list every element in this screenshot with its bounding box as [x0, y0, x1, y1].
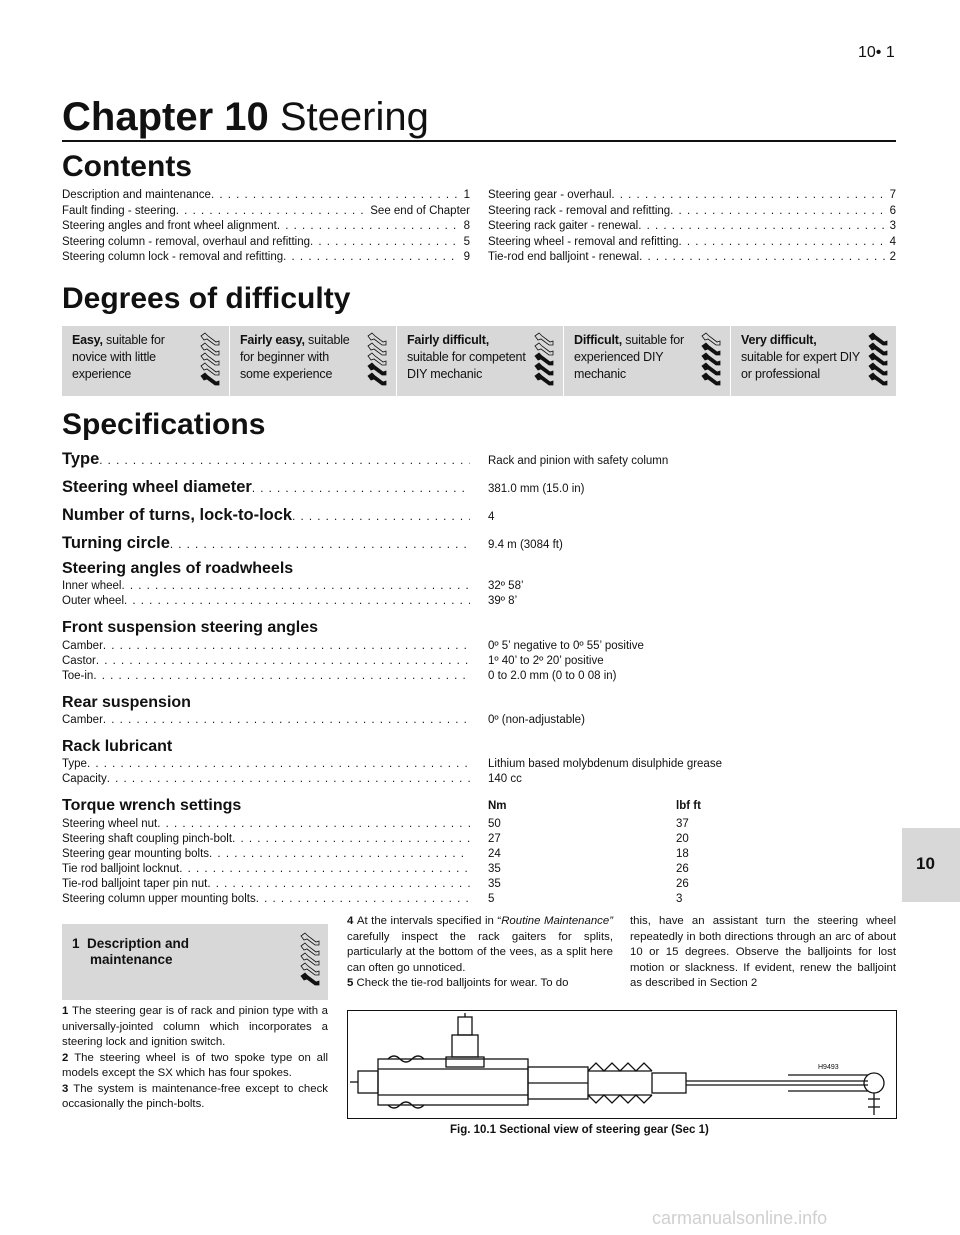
- spec-value: 0 to 2.0 mm (0 to 0 08 in): [488, 670, 617, 682]
- body-column-3: this, have an assistant turn the steering wheel repeatedly in both directions through an arc of about 10 or 15 degrees. Observe the balljoints for lost motion or slackness. If evident, renew the balljoint as described in Section 2: [630, 915, 896, 989]
- spec-type-value: Rack and pinion with safety column: [488, 455, 669, 467]
- spec-value: 0º 5’ negative to 0º 55’ positive: [488, 640, 644, 652]
- wrench-rating-icon: [365, 332, 387, 390]
- spec-row: Camber . . .: [62, 640, 470, 652]
- spec-value: Lithium based molybdenum disulphide grease: [488, 758, 722, 770]
- section-heading: 1 Description and maintenance: [72, 936, 190, 967]
- difficulty-level-fairly-easy: Fairly easy, suitable for beginner with some experience: [229, 326, 395, 396]
- difficulty-table: [62, 326, 896, 396]
- torque-nm: 27: [488, 833, 501, 845]
- page-number: 10• 1: [858, 44, 895, 61]
- torque-col-nm: Nm: [488, 800, 507, 812]
- difficulty-level-very-difficult: Very difficult, suitable for expert DIY or professional: [730, 326, 896, 396]
- chapter-name: Steering: [279, 95, 429, 139]
- torque-lbf: 26: [676, 878, 689, 890]
- wrench-rating-icon: [198, 332, 220, 390]
- contents-left: [62, 188, 470, 266]
- spec-turning-circle-label: Turning circle . . .: [62, 534, 470, 553]
- wrench-filled-icon: [869, 333, 887, 345]
- wrench-rating-icon: [699, 332, 721, 390]
- torque-row: Tie-rod balljoint taper pin nut . . .: [62, 878, 470, 890]
- wrench-outline-icon: [702, 333, 720, 345]
- toc-item[interactable]: Steering column - removal, overhaul and refitting . . . 5: [62, 235, 470, 251]
- torque-lbf: 26: [676, 863, 689, 875]
- figure-stamp: H9493: [818, 1064, 839, 1071]
- figure-frame: [347, 1010, 897, 1119]
- body-column-1: 1 The steering gear is of rack and pinion type with a universally-jointed column which incorporates a steering lock and ignition switch. 2 The steering wheel is of two spoke type on all models except the SX which has four spokes. 3 The system is maintenance-free except to check occasionally the pinch-bolts.: [62, 1005, 329, 1110]
- torque-row: Steering column upper mounting bolts . . .: [62, 893, 470, 905]
- figure-caption: Fig. 10.1 Sectional view of steering gear (Sec 1): [450, 1124, 709, 1136]
- spec-rack-lubricant-heading: Rack lubricant: [62, 738, 173, 755]
- difficulty-level-difficult: Difficult, suitable for experienced DIY mechanic: [563, 326, 729, 396]
- wrench-outline-icon: [201, 333, 219, 345]
- torque-lbf: 18: [676, 848, 689, 860]
- wrench-outline-icon: [368, 333, 386, 345]
- chapter-title: [62, 94, 429, 140]
- chapter-side-tab-label: 10: [916, 854, 935, 873]
- torque-row: Steering gear mounting bolts . . .: [62, 848, 470, 860]
- spec-wheel-diameter-label: Steering wheel diameter . . .: [62, 478, 470, 497]
- spec-row: Outer wheel . . .: [62, 595, 470, 607]
- title-rule: [62, 140, 896, 142]
- spec-value: 39º 8’: [488, 595, 518, 607]
- watermark: carmanualsonline.info: [652, 1208, 828, 1228]
- torque-row: Steering shaft coupling pinch-bolt . . .: [62, 833, 470, 845]
- toc-item[interactable]: Fault finding - steering . . . See end of Chapter: [62, 204, 470, 220]
- torque-nm: 50: [488, 818, 501, 830]
- spec-row: Camber . . .: [62, 714, 470, 726]
- toc-item[interactable]: Steering column lock - removal and refitting . . . 9: [62, 250, 470, 266]
- torque-nm: 24: [488, 848, 501, 860]
- spec-turns-label: Number of turns, lock-to-lock . . .: [62, 506, 470, 525]
- chapter-prefix: Chapter 10: [62, 95, 269, 139]
- torque-lbf: 37: [676, 818, 689, 830]
- torque-nm: 35: [488, 863, 501, 875]
- wrench-rating-icon: [532, 332, 554, 390]
- spec-value: 32º 58’: [488, 580, 524, 592]
- spec-row: Castor . . .: [62, 655, 470, 667]
- toc-item[interactable]: Steering rack gaiter - renewal . . . 3: [488, 219, 896, 235]
- torque-col-lbf: lbf ft: [676, 800, 701, 812]
- chapter-side-tab[interactable]: [902, 828, 960, 902]
- torque-lbf: 20: [676, 833, 689, 845]
- spec-row: Capacity . . .: [62, 773, 470, 785]
- contents-heading: Contents: [62, 150, 192, 183]
- spec-value: 0º (non-adjustable): [488, 714, 585, 726]
- difficulty-heading: Degrees of difficulty: [62, 282, 351, 315]
- wrench-outline-icon: [535, 333, 553, 345]
- wrench-outline-icon: [301, 933, 319, 945]
- spec-turns-value: 4: [488, 511, 495, 523]
- toc-item[interactable]: Description and maintenance . . . 1: [62, 188, 470, 204]
- spec-row: Type . . .: [62, 758, 470, 770]
- wrench-rating-icon: [298, 932, 320, 990]
- wrench-rating-icon: [866, 332, 888, 390]
- torque-lbf: 3: [676, 893, 683, 905]
- difficulty-level-easy: Easy, suitable for novice with little experience: [62, 326, 228, 396]
- spec-row: Inner wheel . . .: [62, 580, 470, 592]
- toc-item[interactable]: Steering angles and front wheel alignment . . . 8: [62, 219, 470, 235]
- torque-row: Tie rod balljoint locknut . . .: [62, 863, 470, 875]
- spec-wheel-diameter-value: 381.0 mm (15.0 in): [488, 483, 585, 495]
- torque-row: Steering wheel nut . . .: [62, 818, 470, 830]
- spec-turning-circle-value: 9.4 m (3084 ft): [488, 539, 563, 551]
- toc-item[interactable]: Steering gear - overhaul . . . 7: [488, 188, 896, 204]
- spec-roadwheels-heading: Steering angles of roadwheels: [62, 560, 294, 577]
- spec-value: 1º 40’ to 2º 20’ positive: [488, 655, 604, 667]
- toc-item[interactable]: Tie-rod end balljoint - renewal . . . 2: [488, 250, 896, 266]
- spec-value: 140 cc: [488, 773, 522, 785]
- toc-item[interactable]: Steering rack - removal and refitting . . . 6: [488, 204, 896, 220]
- spec-rear-suspension-heading: Rear suspension: [62, 694, 191, 711]
- torque-nm: 35: [488, 878, 501, 890]
- steering-gear-drawing: [348, 1011, 896, 1118]
- body-column-2: 4 At the intervals specified in “Routine Maintenance” carefully inspect the rack gaiters for splits, particularly at the bottom of the vees, as a split here can often go unnoticed. 5 Check the tie-rod balljoints for wear. To do: [347, 915, 613, 989]
- specifications-heading: Specifications: [62, 408, 266, 441]
- difficulty-level-fairly-difficult: Fairly difficult, suitable for competent DIY mechanic: [396, 326, 562, 396]
- torque-nm: 5: [488, 893, 495, 905]
- contents-right: [488, 188, 896, 266]
- spec-row: Toe-in . . .: [62, 670, 470, 682]
- section-heading-box: [62, 924, 328, 1000]
- spec-type-label: Type . . .: [62, 450, 470, 469]
- toc-item[interactable]: Steering wheel - removal and refitting . . . 4: [488, 235, 896, 251]
- spec-front-suspension-heading: Front suspension steering angles: [62, 619, 319, 636]
- spec-torque-heading: Torque wrench settings: [62, 797, 242, 814]
